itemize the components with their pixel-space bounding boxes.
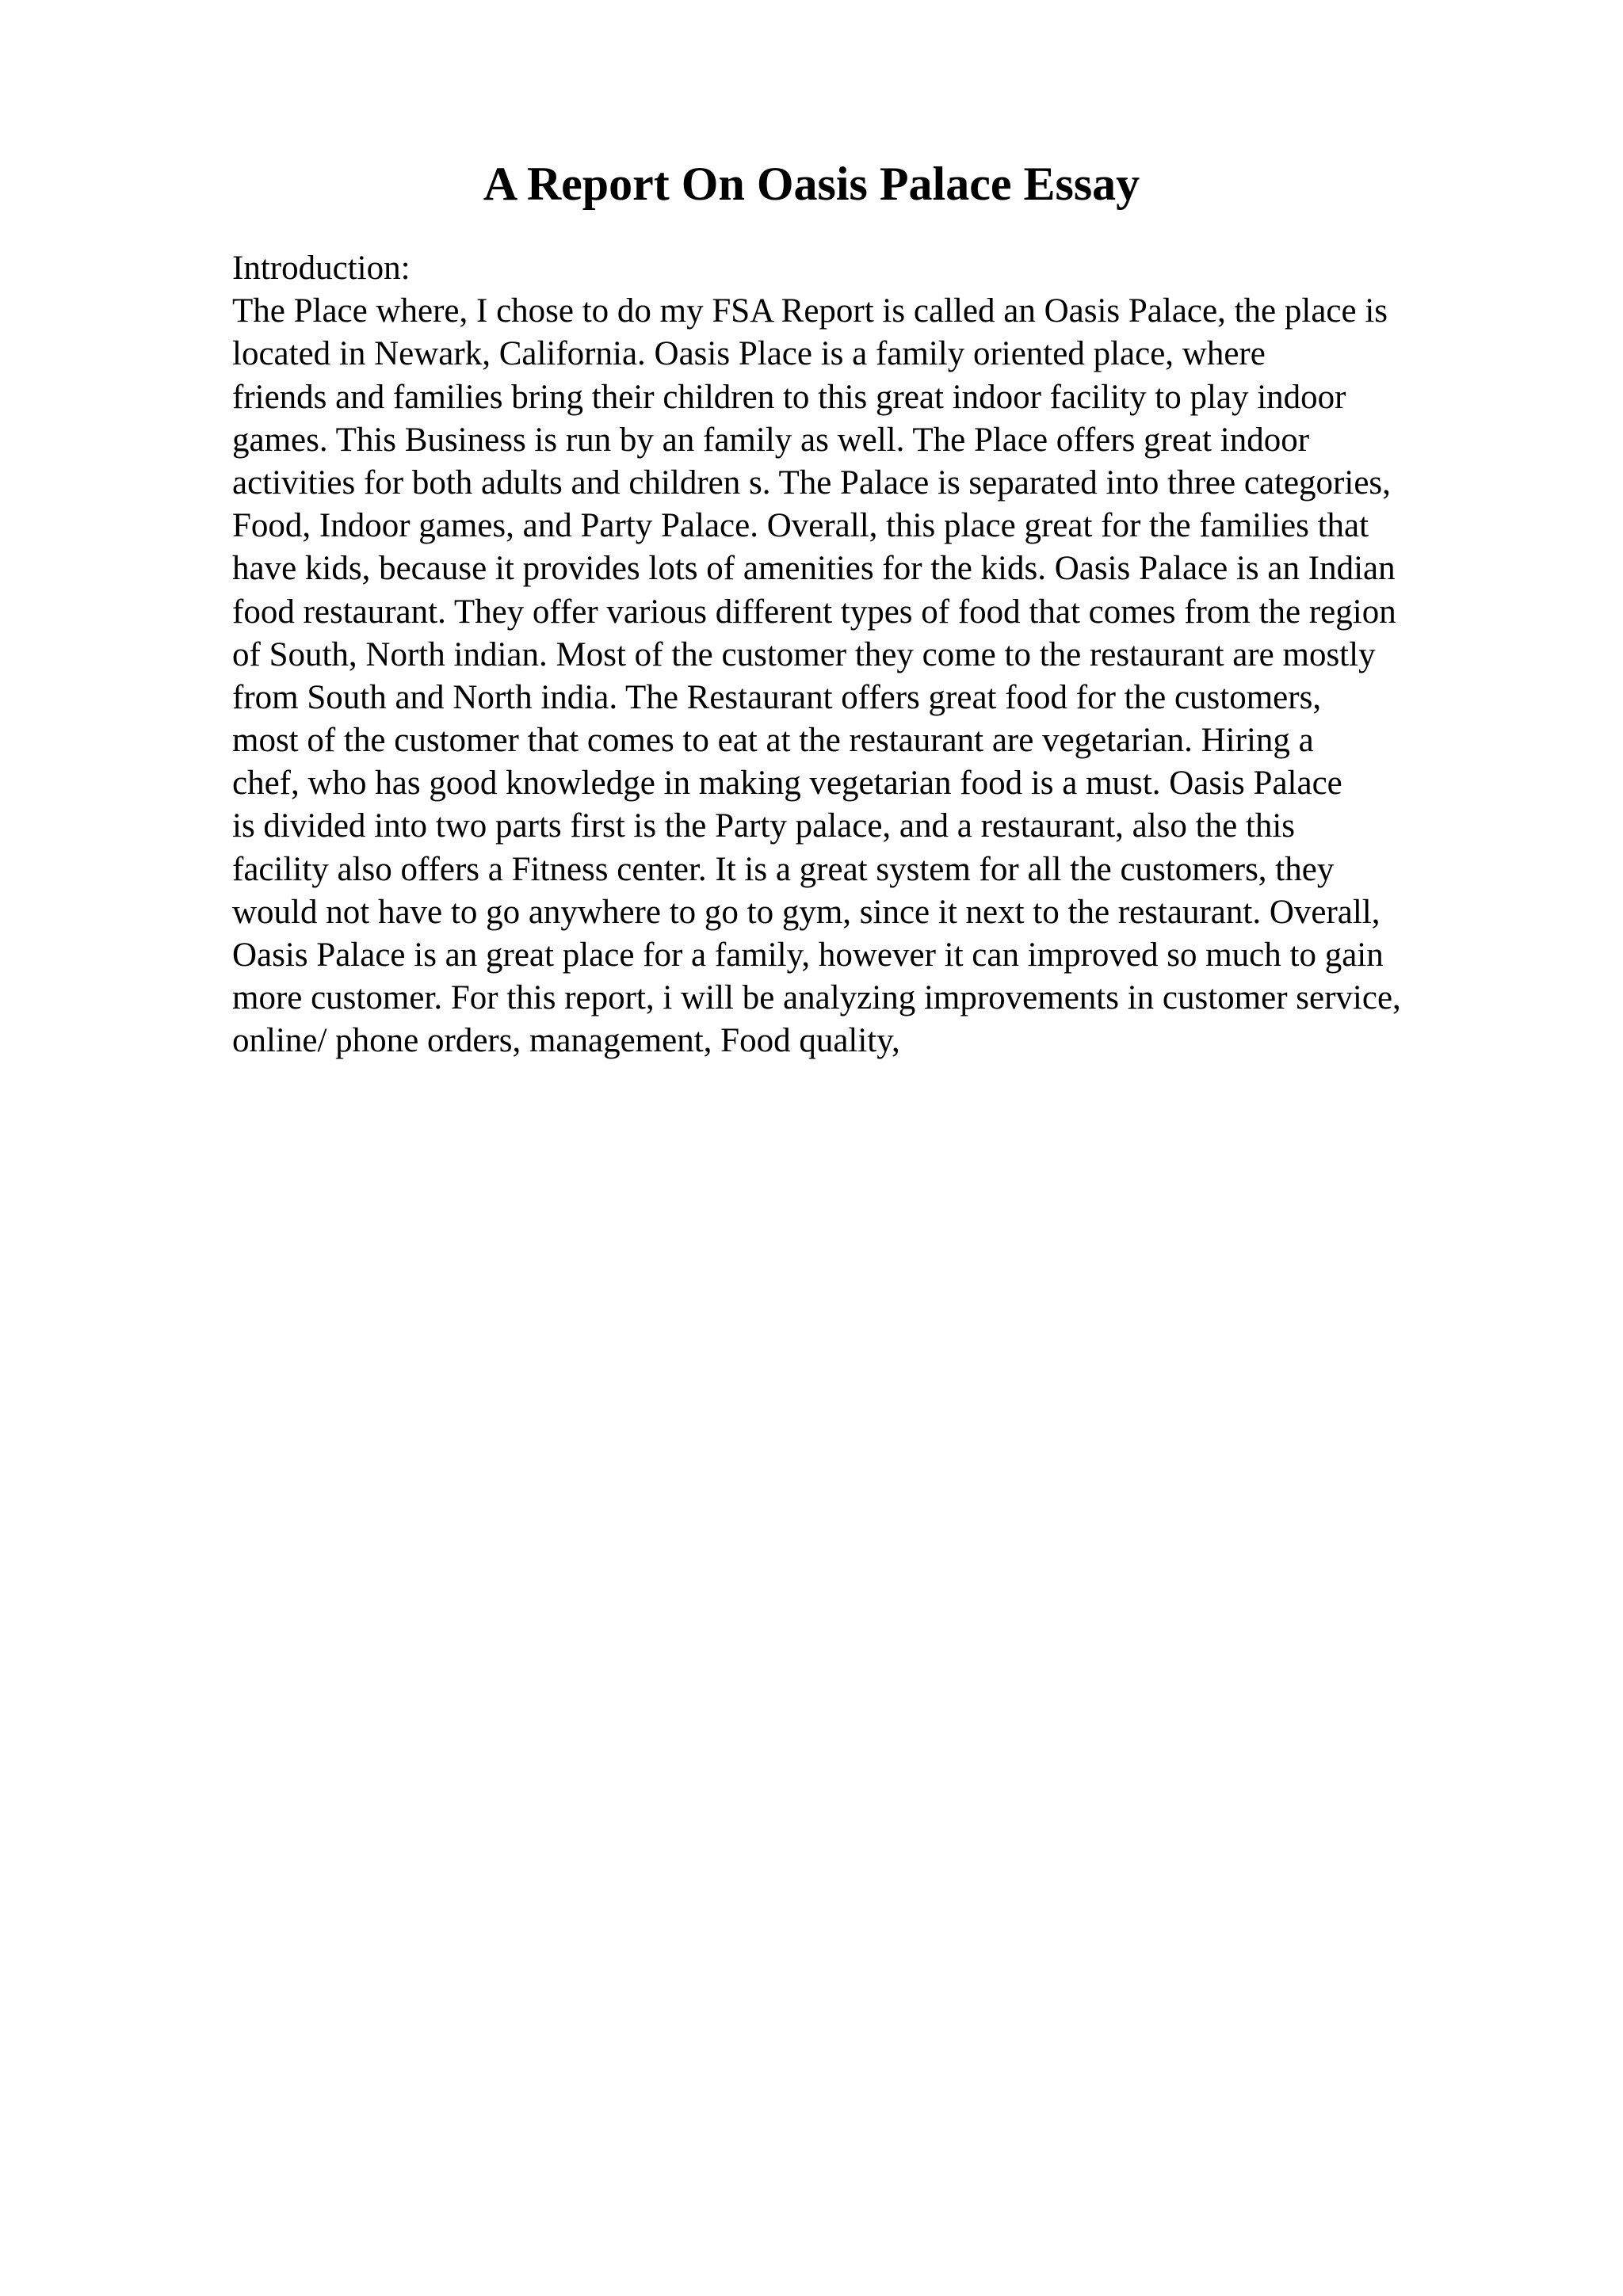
paragraph-line: would not have to go anywhere to go to gym, since it next to the restaurant. Overall, (232, 893, 1381, 931)
paragraph-line: more customer. For this report, i will be analyzing improvements in customer service, (232, 979, 1401, 1017)
paragraph-line: from South and North india. The Restaurant offers great food for the customers, (232, 678, 1322, 716)
paragraph-line: facility also offers a Fitness center. It is a great system for all the customers, they (232, 850, 1335, 888)
paragraph-line: of South, North indian. Most of the customer they come to the restaurant are mostly (232, 635, 1376, 673)
paragraph-line: have kids, because it provides lots of amenities for the kids. Oasis Palace is an Indian (232, 550, 1396, 588)
paragraph-line: chef, who has good knowledge in making vegetarian food is a must. Oasis Palace (232, 765, 1342, 803)
paragraph-line: Oasis Palace is an great place for a family, however it can improved so much to gain (232, 936, 1384, 974)
document-title: A Report On Oasis Palace Essay (483, 158, 1140, 210)
paragraph-line: The Place where, I chose to do my FSA Report is called an Oasis Palace, the place is (232, 292, 1388, 330)
paragraph-line: games. This Business is run by an family as well. The Place offers great indoor (232, 421, 1310, 459)
paragraph-line: Food, Indoor games, and Party Palace. Overall, this place great for the families that (232, 507, 1369, 545)
paragraph-line: online/ phone orders, management, Food quality, (232, 1022, 900, 1060)
document-body (232, 247, 1532, 1063)
paragraph-line: food restaurant. They offer various different types of food that comes from the region (232, 593, 1396, 631)
paragraph-line: activities for both adults and children s. The Palace is separated into three categories, (232, 463, 1391, 502)
paragraph-line: most of the customer that comes to eat at the restaurant are vegetarian. Hiring a (232, 722, 1314, 760)
paragraph-line: located in Newark, California. Oasis Place is a family oriented place, where (232, 335, 1266, 373)
paragraph-line: is divided into two parts first is the Party palace, and a restaurant, also the this (232, 807, 1296, 845)
paragraph-line: friends and families bring their children to this great indoor facility to play indoor (232, 378, 1346, 416)
section-heading: Introduction: (232, 250, 411, 287)
